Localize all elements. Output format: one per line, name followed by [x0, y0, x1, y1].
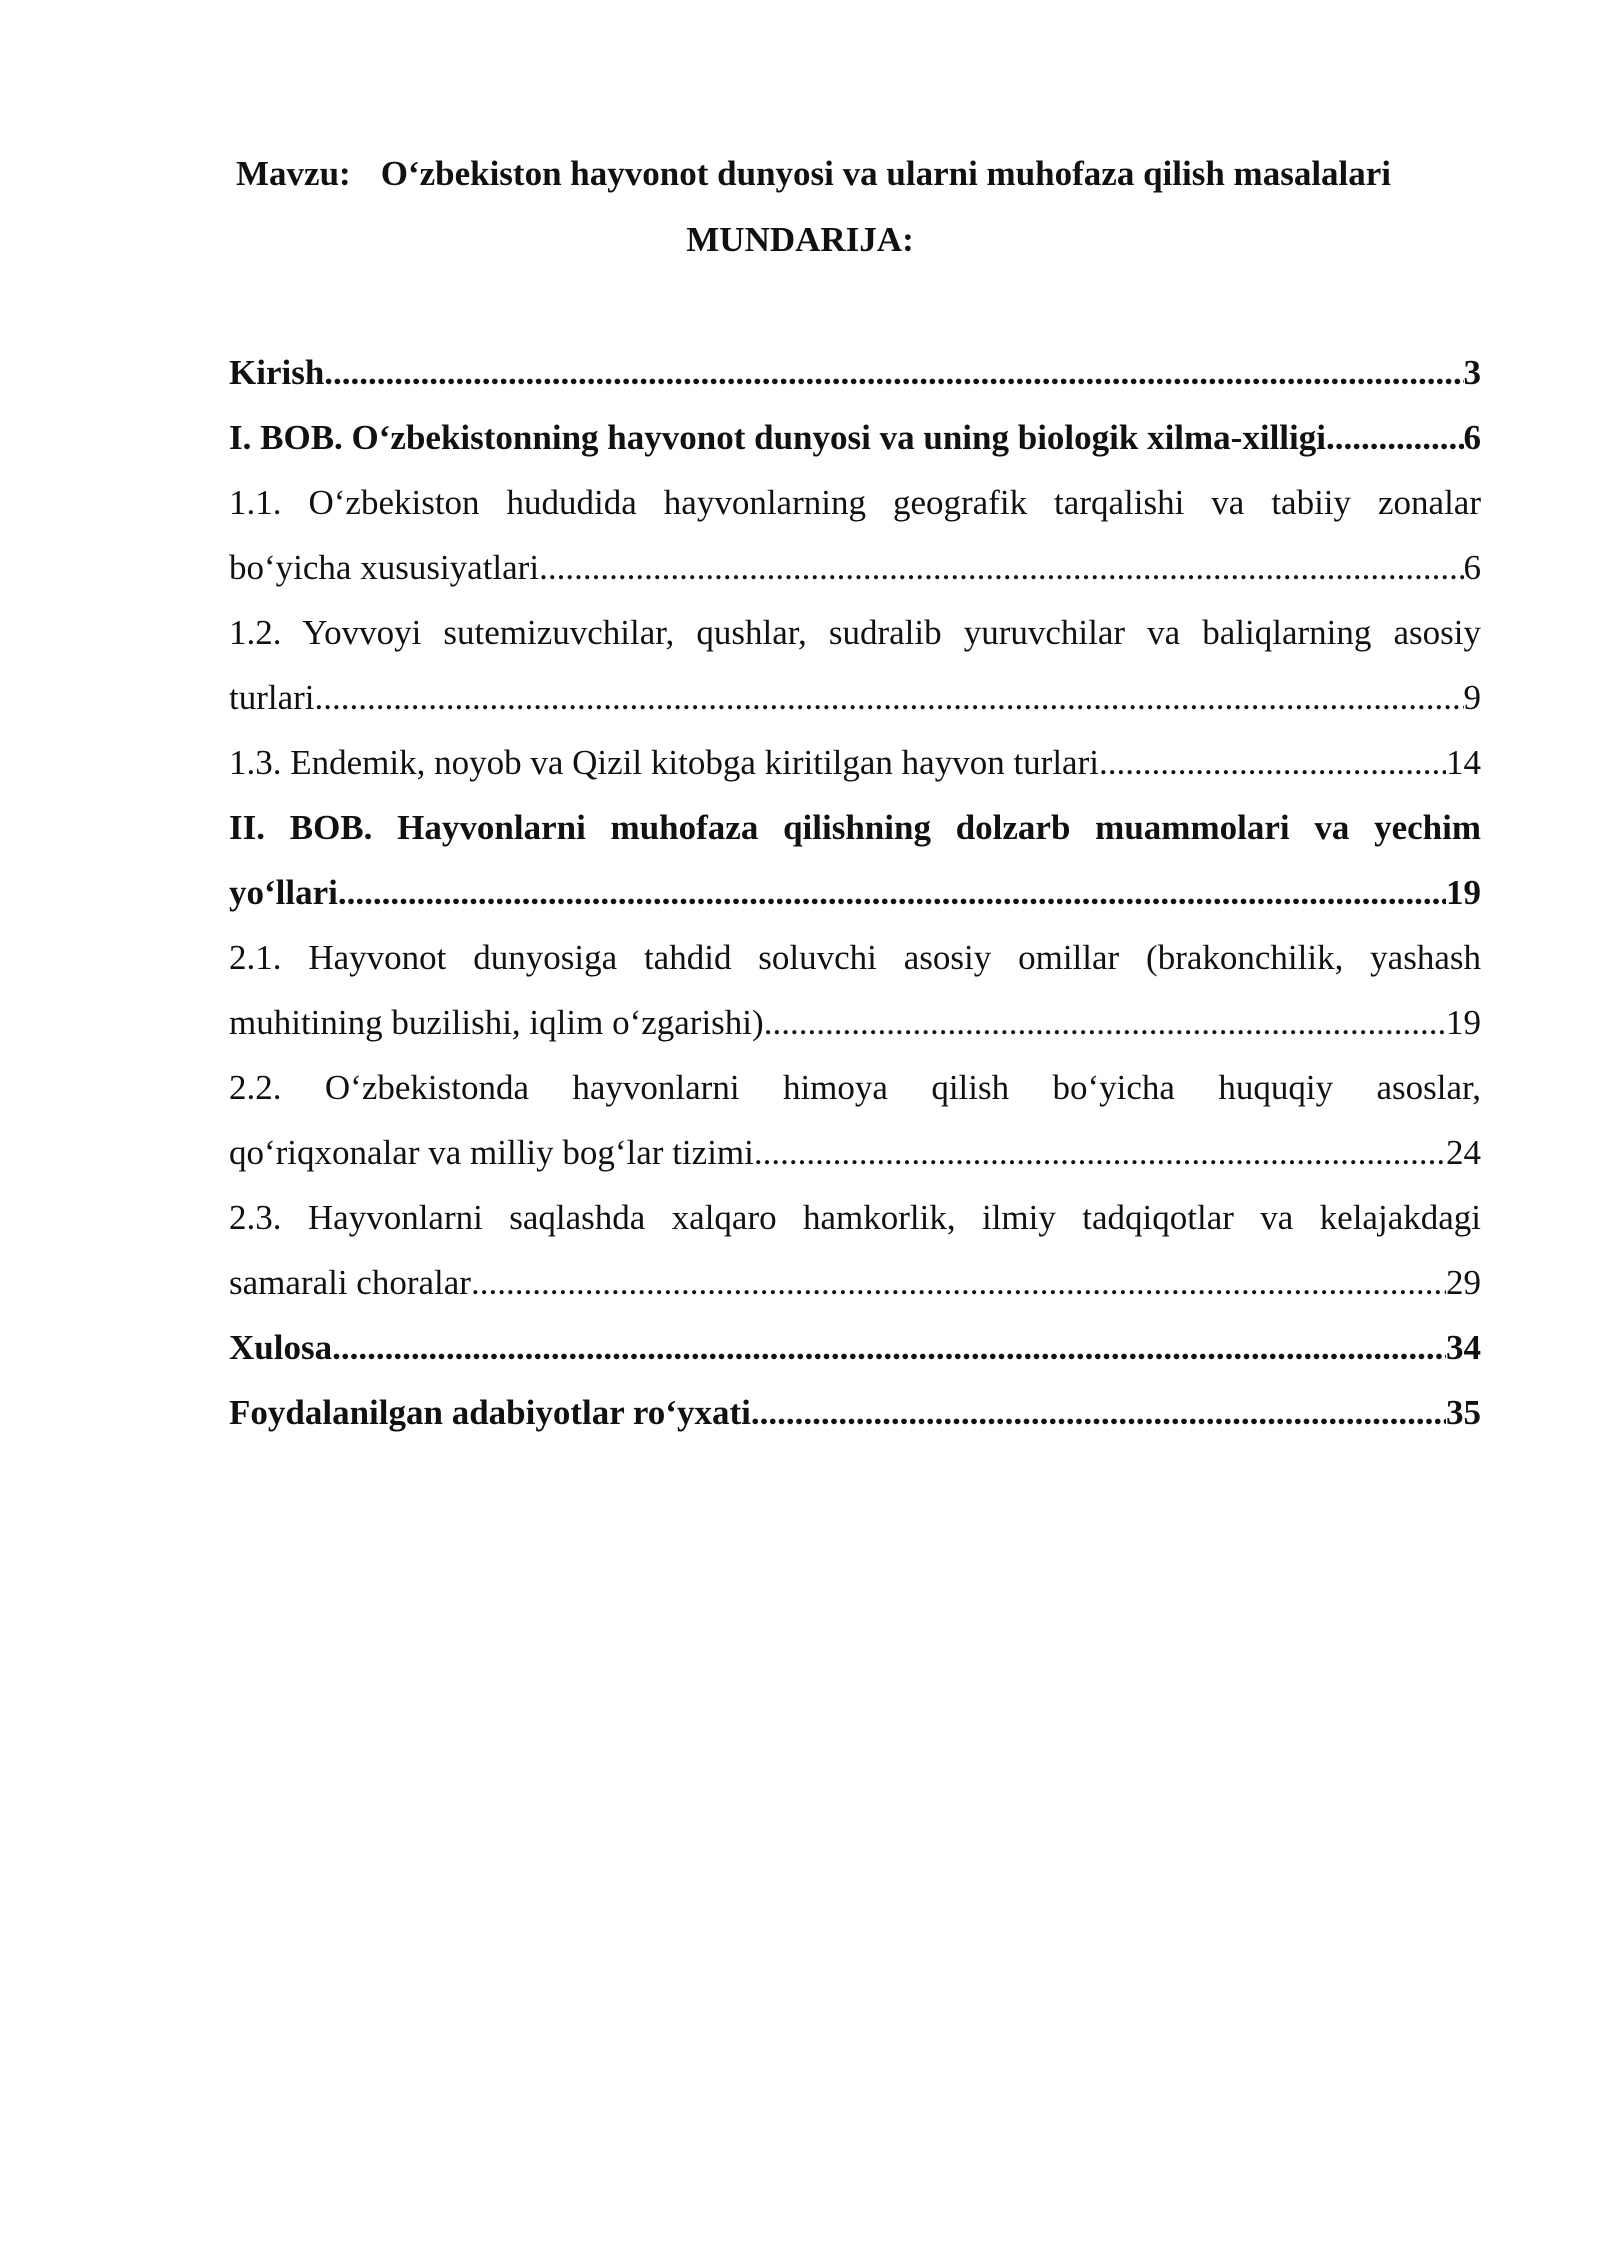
toc-entry-title-line2: muhitining buzilishi, iqlim o‘zgarishi)	[229, 1003, 764, 1042]
toc-entry-title: I. BOB. O‘zbekistonning hayvonot dunyosi va uning biologik xilma-xilligi	[229, 418, 1326, 457]
toc-entry-1-2[interactable]	[229, 600, 1481, 730]
toc-entry-title-line2: qo‘riqxonalar va milliy bog‘lar tizimi	[229, 1133, 754, 1172]
toc-entry-2-2[interactable]	[229, 1055, 1481, 1185]
dot-leader	[539, 535, 1463, 600]
dot-leader	[471, 1250, 1446, 1315]
toc-entry-adabiyotlar[interactable]	[229, 1380, 1481, 1445]
toc-entry-title-line1: II. BOB. Hayvonlarni muhofaza qilishning dolzarb muammolari va yechim	[229, 808, 1481, 847]
toc-entry-title-line2: yo‘llari	[229, 873, 338, 912]
topic-title: O‘zbekiston hayvonot dunyosi va ularni muhofaza qilish masalalari	[380, 154, 1392, 193]
toc-entry-page: 6	[1463, 418, 1481, 457]
toc-entry-page: 19	[1446, 873, 1481, 912]
toc-entry-1-3[interactable]	[229, 730, 1481, 795]
toc-entry-page: 19	[1446, 1003, 1481, 1042]
toc-entry-title-line2: turlari	[229, 678, 315, 717]
topic-label: Mavzu:	[236, 154, 351, 193]
toc-entry-xulosa[interactable]	[229, 1315, 1481, 1380]
toc-entry-title-line1: 2.2. O‘zbekistonda hayvonlarni himoya qilish bo‘yicha huquqiy asoslar,	[229, 1068, 1481, 1107]
toc-entry-page: 3	[1463, 353, 1481, 392]
toc-entry-title-line1: 1.2. Yovvoyi sutemizuvchilar, qushlar, sudralib yuruvchilar va baliqlarning asosiy	[229, 613, 1481, 652]
toc-entry-title-line1: 2.3. Hayvonlarni saqlashda xalqaro hamkorlik, ilmiy tadqiqotlar va kelajakdagi	[229, 1198, 1481, 1237]
toc-entry-page: 9	[1463, 678, 1481, 717]
dot-leader	[754, 1120, 1446, 1185]
toc-entry-title: Kirish	[229, 353, 325, 392]
toc-entry-kirish[interactable]	[229, 340, 1481, 405]
dot-leader	[324, 340, 1463, 405]
toc-entry-title-line1: 1.1. O‘zbekiston hududida hayvonlarning geografik tarqalishi va tabiiy zonalar	[229, 483, 1481, 522]
toc-entry-title-line2: samarali choralar	[229, 1263, 471, 1302]
toc-entry-page: 14	[1446, 743, 1481, 782]
topic-line	[236, 148, 1391, 200]
dot-leader	[338, 860, 1446, 925]
toc-entry-bob2[interactable]	[229, 795, 1481, 925]
toc-entry-page: 6	[1463, 548, 1481, 587]
dot-leader	[332, 1315, 1446, 1380]
toc-entry-title-line2: bo‘yicha xususiyatlari	[229, 548, 540, 587]
toc-entry-2-3[interactable]	[229, 1185, 1481, 1315]
dot-leader	[751, 1380, 1446, 1445]
toc-entry-title: Xulosa	[229, 1328, 333, 1367]
toc-entry-1-1[interactable]	[229, 470, 1481, 600]
toc-entry-title: Foydalanilgan adabiyotlar ro‘yxati	[229, 1393, 751, 1432]
toc-heading: MUNDARIJA:	[686, 220, 914, 259]
toc-entry-bob1[interactable]	[229, 405, 1481, 470]
toc-entry-page: 34	[1446, 1328, 1481, 1367]
dot-leader	[764, 990, 1446, 1055]
table-of-contents	[229, 340, 1481, 1445]
dot-leader	[1326, 405, 1464, 470]
toc-entry-page: 29	[1446, 1263, 1481, 1302]
dot-leader	[1099, 730, 1446, 795]
toc-entry-title-line1: 2.1. Hayvonot dunyosiga tahdid soluvchi asosiy omillar (brakonchilik, yashash	[229, 938, 1481, 977]
dot-leader	[315, 665, 1464, 730]
toc-entry-2-1[interactable]	[229, 925, 1481, 1055]
toc-entry-title: 1.3. Endemik, noyob va Qizil kitobga kiritilgan hayvon turlari	[229, 743, 1099, 782]
toc-entry-page: 24	[1446, 1133, 1481, 1172]
toc-entry-page: 35	[1446, 1393, 1481, 1432]
